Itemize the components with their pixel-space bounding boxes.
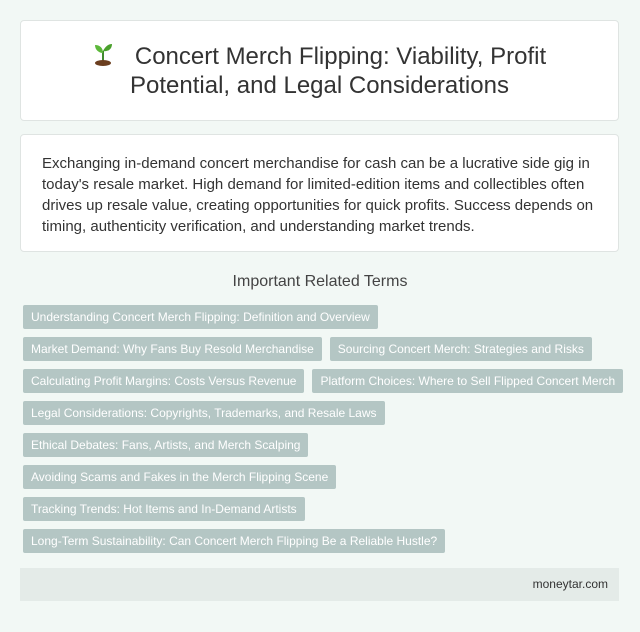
footer-site-link[interactable]: moneytar.com <box>532 577 608 591</box>
related-term-tag[interactable]: Legal Considerations: Copyrights, Trademarks, and Resale Laws <box>23 401 385 425</box>
related-terms-list <box>23 305 623 561</box>
tag-row <box>23 337 623 361</box>
related-term-tag[interactable]: Long-Term Sustainability: Can Concert Merch Flipping Be a Reliable Hustle? <box>23 529 445 553</box>
sprout-icon <box>93 41 113 67</box>
related-term-tag[interactable]: Sourcing Concert Merch: Strategies and Risks <box>330 337 592 361</box>
footer <box>20 568 619 601</box>
tag-row <box>23 497 623 521</box>
related-terms-heading: Important Related Terms <box>232 273 408 290</box>
tag-row <box>23 305 623 329</box>
tag-row <box>23 401 623 425</box>
tag-row <box>23 369 623 393</box>
page-title-text: Concert Merch Flipping: Viability, Profit Potential, and Legal Considerations <box>130 43 547 99</box>
related-term-tag[interactable]: Calculating Profit Margins: Costs Versus Revenue <box>23 369 304 393</box>
page-title <box>21 41 618 100</box>
tag-row <box>23 433 623 457</box>
tag-row <box>23 465 623 489</box>
related-term-tag[interactable]: Market Demand: Why Fans Buy Resold Merchandise <box>23 337 322 361</box>
related-term-tag[interactable]: Tracking Trends: Hot Items and In-Demand Artists <box>23 497 305 521</box>
related-term-tag[interactable]: Understanding Concert Merch Flipping: Definition and Overview <box>23 305 378 329</box>
related-term-tag[interactable]: Avoiding Scams and Fakes in the Merch Flipping Scene <box>23 465 336 489</box>
related-term-tag[interactable]: Ethical Debates: Fans, Artists, and Merch Scalping <box>23 433 308 457</box>
intro-card <box>20 134 619 252</box>
intro-text: Exchanging in-demand concert merchandise for cash can be a lucrative side gig in today's resale market. High demand for limited-edition items and collectibles often drives up resale value, creating opportunities for quick profits. Success depends on timing, authenticity verification, and understanding market trends. <box>42 155 594 235</box>
tag-row <box>23 529 623 553</box>
title-card <box>20 20 619 121</box>
related-term-tag[interactable]: Platform Choices: Where to Sell Flipped Concert Merch <box>312 369 623 393</box>
